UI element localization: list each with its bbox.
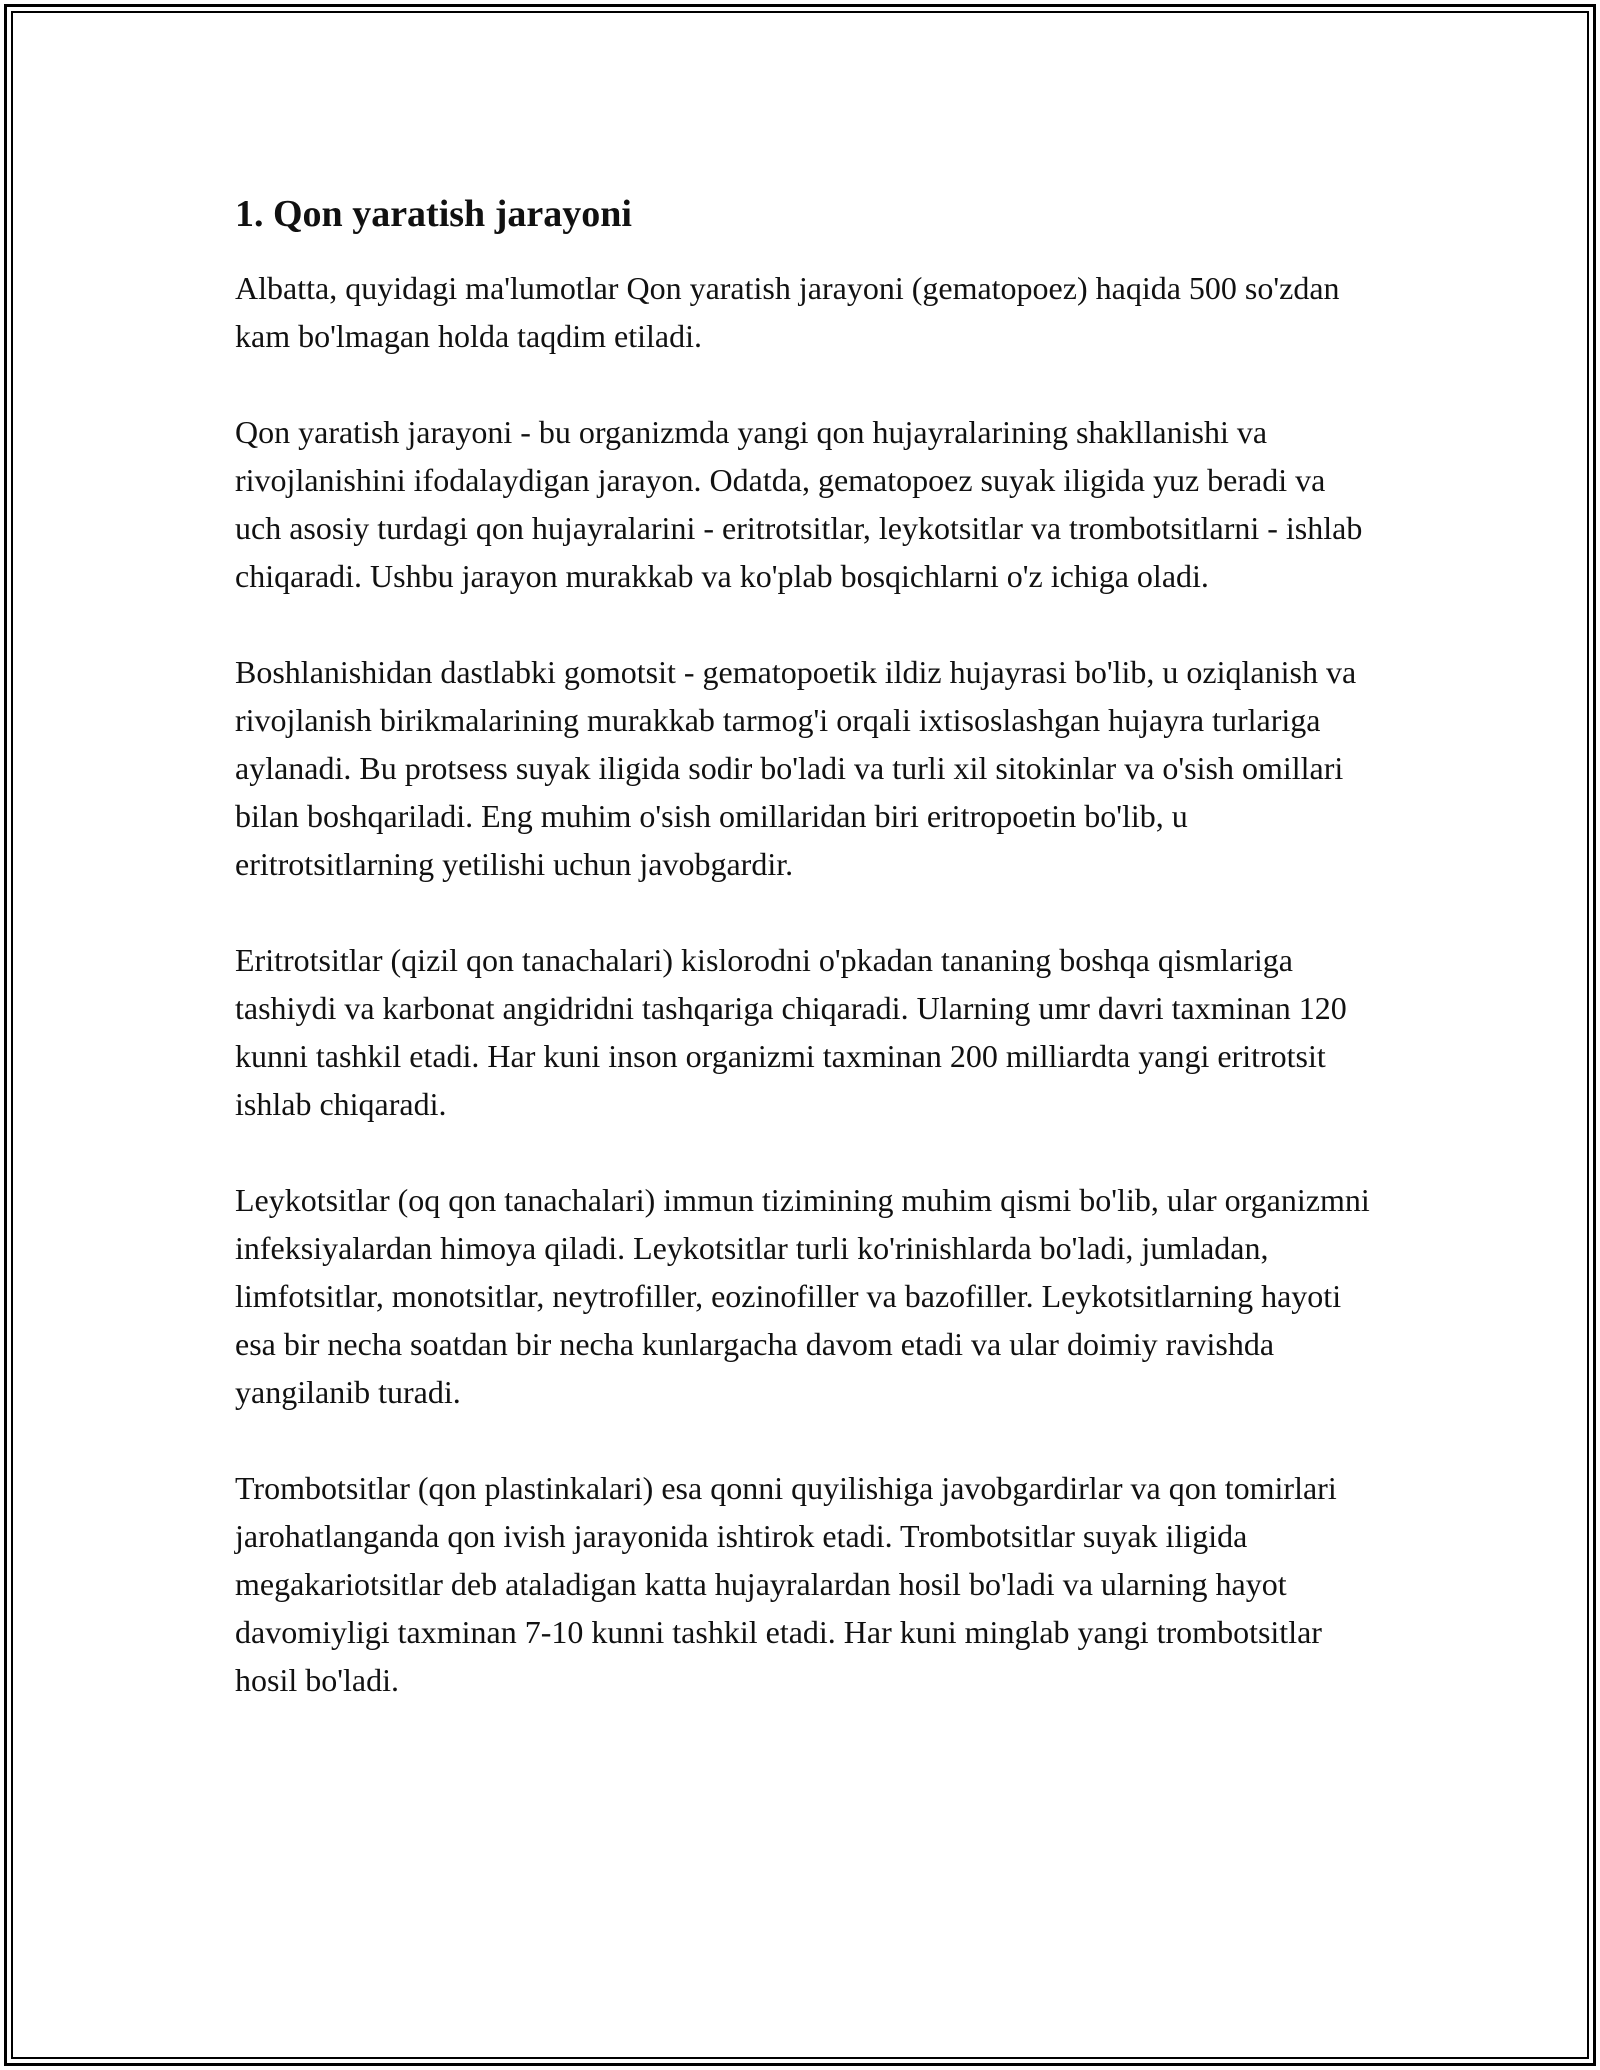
paragraph-thrombocytes: Trombotsitlar (qon plastinkalari) esa qonni quyilishiga javobgardirlar va qon tomirlari jarohatlanganda qon ivish jarayonida ishtirok etadi. Trombotsitlar suyak iligida megakariotsitlar deb ataladigan katta hujayralardan hosil bo'ladi va ularning hayot davomiyligi taxminan 7-10 kunni tashkil etadi. Har kuni minglab yangi trombotsitlar hosil bo'ladi. xyxy=(235,1470,1337,1698)
paragraph-definition: Qon yaratish jarayoni - bu organizmda yangi qon hujayralarining shakllanishi va rivojlanishini ifodalaydigan jarayon. Odatda, gematopoez suyak iligida yuz beradi va uch asosiy turdagi qon hujayralarini - eritrotsitlar, leykotsitlar va trombotsitlarni - ishlab chiqaradi. Ushbu jarayon murakkab va ko'plab bosqichlarni o'z ichiga oladi. xyxy=(235,414,1363,594)
page-title: 1. Qon yaratish jarayoni xyxy=(235,193,632,235)
paragraph-intro: Albatta, quyidagi ma'lumotlar Qon yaratish jarayoni (gematopoez) haqida 500 so'zdan kam bo'lmagan holda taqdim etiladi. xyxy=(235,270,1340,354)
paragraph-erythrocytes: Eritrotsitlar (qizil qon tanachalari) kislorodni o'pkadan tananing boshqa qismlariga tashiydi va karbonat angidridni tashqariga chiqaradi. Ularning umr davri taxminan 120 kunni tashkil etadi. Har kuni inson organizmi taxminan 200 milliardta yangi eritrotsit ishlab chiqaradi. xyxy=(235,942,1347,1122)
document-body xyxy=(235,186,1375,1704)
paragraph-leukocytes: Leykotsitlar (oq qon tanachalari) immun tizimining muhim qismi bo'lib, ular organizmni infeksiyalardan himoya qiladi. Leykotsitlar turli ko'rinishlarda bo'ladi, jumladan, limfotsitlar, monotsitlar, neytrofiller, eozinofiller va bazofiller. Leykotsitlarning hayoti esa bir necha soatdan bir necha kunlargacha davom etadi va ular doimiy ravishda yangilanib turadi. xyxy=(235,1182,1370,1410)
paragraph-stem-cell: Boshlanishidan dastlabki gomotsit - gematopoetik ildiz hujayrasi bo'lib, u oziqlanish va rivojlanish birikmalarining murakkab tarmog'i orqali ixtisoslashgan hujayra turlariga aylanadi. Bu protsess suyak iligida sodir bo'ladi va turli xil sitokinlar va o'sish omillari bilan boshqariladi. Eng muhim o'sish omillaridan biri eritropoetin bo'lib, u eritrotsitlarning yetilishi uchun javobgardir. xyxy=(235,654,1357,882)
